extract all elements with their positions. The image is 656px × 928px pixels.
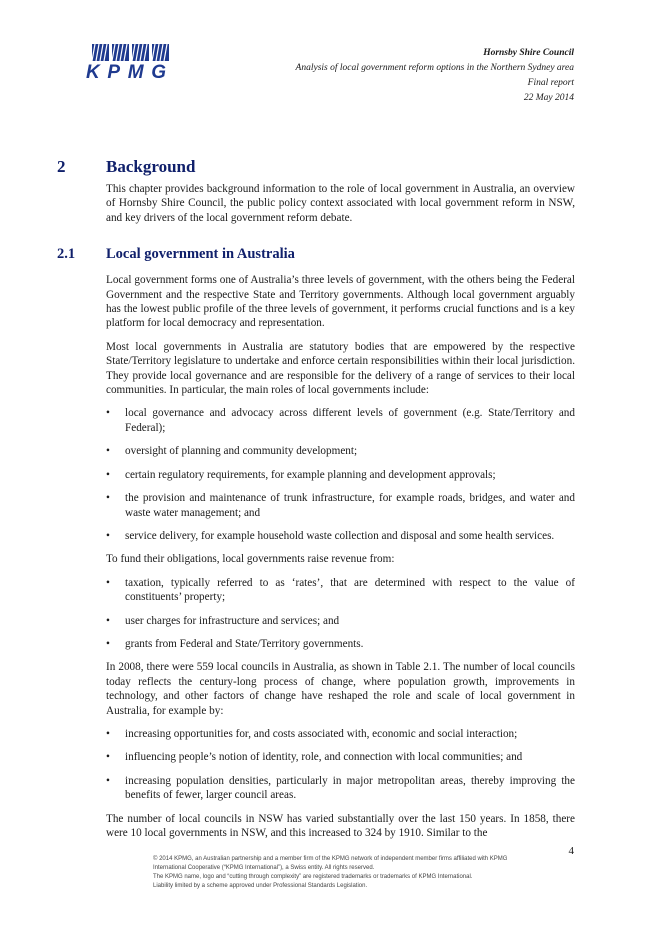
list-item: • oversight of planning and community development; (106, 444, 575, 458)
list-item: • service delivery, for example household waste collection and disposal and some health services. (106, 529, 575, 543)
trademark-notice: The KPMG name, logo and “cutting through complexity” are registered trademarks or trademarks of KPMG International. (153, 874, 473, 880)
body-text (106, 182, 575, 840)
list-item: • grants from Federal and State/Territory governments. (106, 637, 575, 651)
list-item: • increasing population densities, particularly in major metropolitan areas, thereby improving the benefits of fewer, larger council areas. (106, 774, 575, 803)
paragraph: Most local governments in Australia are statutory bodies that are empowered by the respective State/Territory legislature to undertake and enforce certain responsibilities within their local jurisdiction. They provide local governance and are responsible for the delivery of a range of services to their local communities. In particular, the main roles of local governments include: (106, 340, 575, 397)
section-number: 2 (57, 157, 66, 176)
subsection-number: 2.1 (57, 246, 76, 262)
report-type: Final report (527, 78, 574, 88)
changes-list (106, 727, 575, 803)
svg-text:KPMG: KPMG (86, 62, 166, 80)
paragraph: To fund their obligations, local governments raise revenue from: (106, 553, 395, 566)
list-item: • local governance and advocacy across different levels of government (e.g. State/Territory and Federal); (106, 406, 575, 435)
page-number: 4 (568, 845, 574, 857)
section-intro: This chapter provides background information to the role of local government in Australia, an overview of Hornsby Shire Council, the public policy context associated with local government reform in NSW, and key drivers of the local government reform debate. (106, 183, 575, 224)
section-title: Background (106, 157, 196, 176)
paragraph: In 2008, there were 559 local councils in Australia, as shown in Table 2.1. The number of local councils today reflects the century-long process of change, where population growth, improvements in technology, and other factors of change have reshaped the role and scale of local government in Australia, for example by: (106, 661, 575, 717)
list-item: • increasing opportunities for, and costs associated with, economic and social interaction; (106, 727, 575, 741)
liability-notice: Liability limited by a scheme approved under Professional Standards Legislation. (153, 883, 368, 889)
kpmg-logo (86, 44, 170, 80)
page-footer (153, 855, 533, 891)
list-item: • user charges for infrastructure and services; and (106, 614, 575, 628)
roles-list (106, 406, 575, 543)
revenue-list (106, 576, 575, 652)
paragraph: Local government forms one of Australia’s three levels of government, with the others being the Federal Government and the respective State and Territory governments. Although local government arguably has the lowest public profile of the three levels of government, it performs crucial functions and is a key platform for local democracy and representation. (106, 274, 575, 330)
document-title: Analysis of local government reform options in the Northern Sydney area (295, 63, 574, 73)
organisation-name: Hornsby Shire Council (483, 48, 574, 58)
list-item: • certain regulatory requirements, for example planning and development approvals; (106, 468, 575, 482)
list-item: • the provision and maintenance of trunk infrastructure, for example roads, bridges, and water and waste water management; and (106, 491, 575, 520)
report-date: 22 May 2014 (523, 93, 574, 103)
paragraph: The number of local councils in NSW has varied substantially over the last 150 years. In 1858, there were 10 local governments in NSW, and this increased to 324 by 1910. Similar to the (106, 812, 575, 839)
list-item: • influencing people’s notion of identity, role, and connection with local communities; and (106, 750, 575, 764)
list-item: • taxation, typically referred to as ‘rates’, that are determined with respect to the value of constituents’ property; (106, 576, 575, 605)
page-header (296, 46, 574, 106)
subsection-title: Local government in Australia (106, 246, 295, 262)
copyright-notice: © 2014 KPMG, an Australian partnership and a member firm of the KPMG network of independent member firms affiliated with KPMG International Cooperative (“KPMG International”), a Swiss entity. All rights reserved. (153, 856, 508, 871)
